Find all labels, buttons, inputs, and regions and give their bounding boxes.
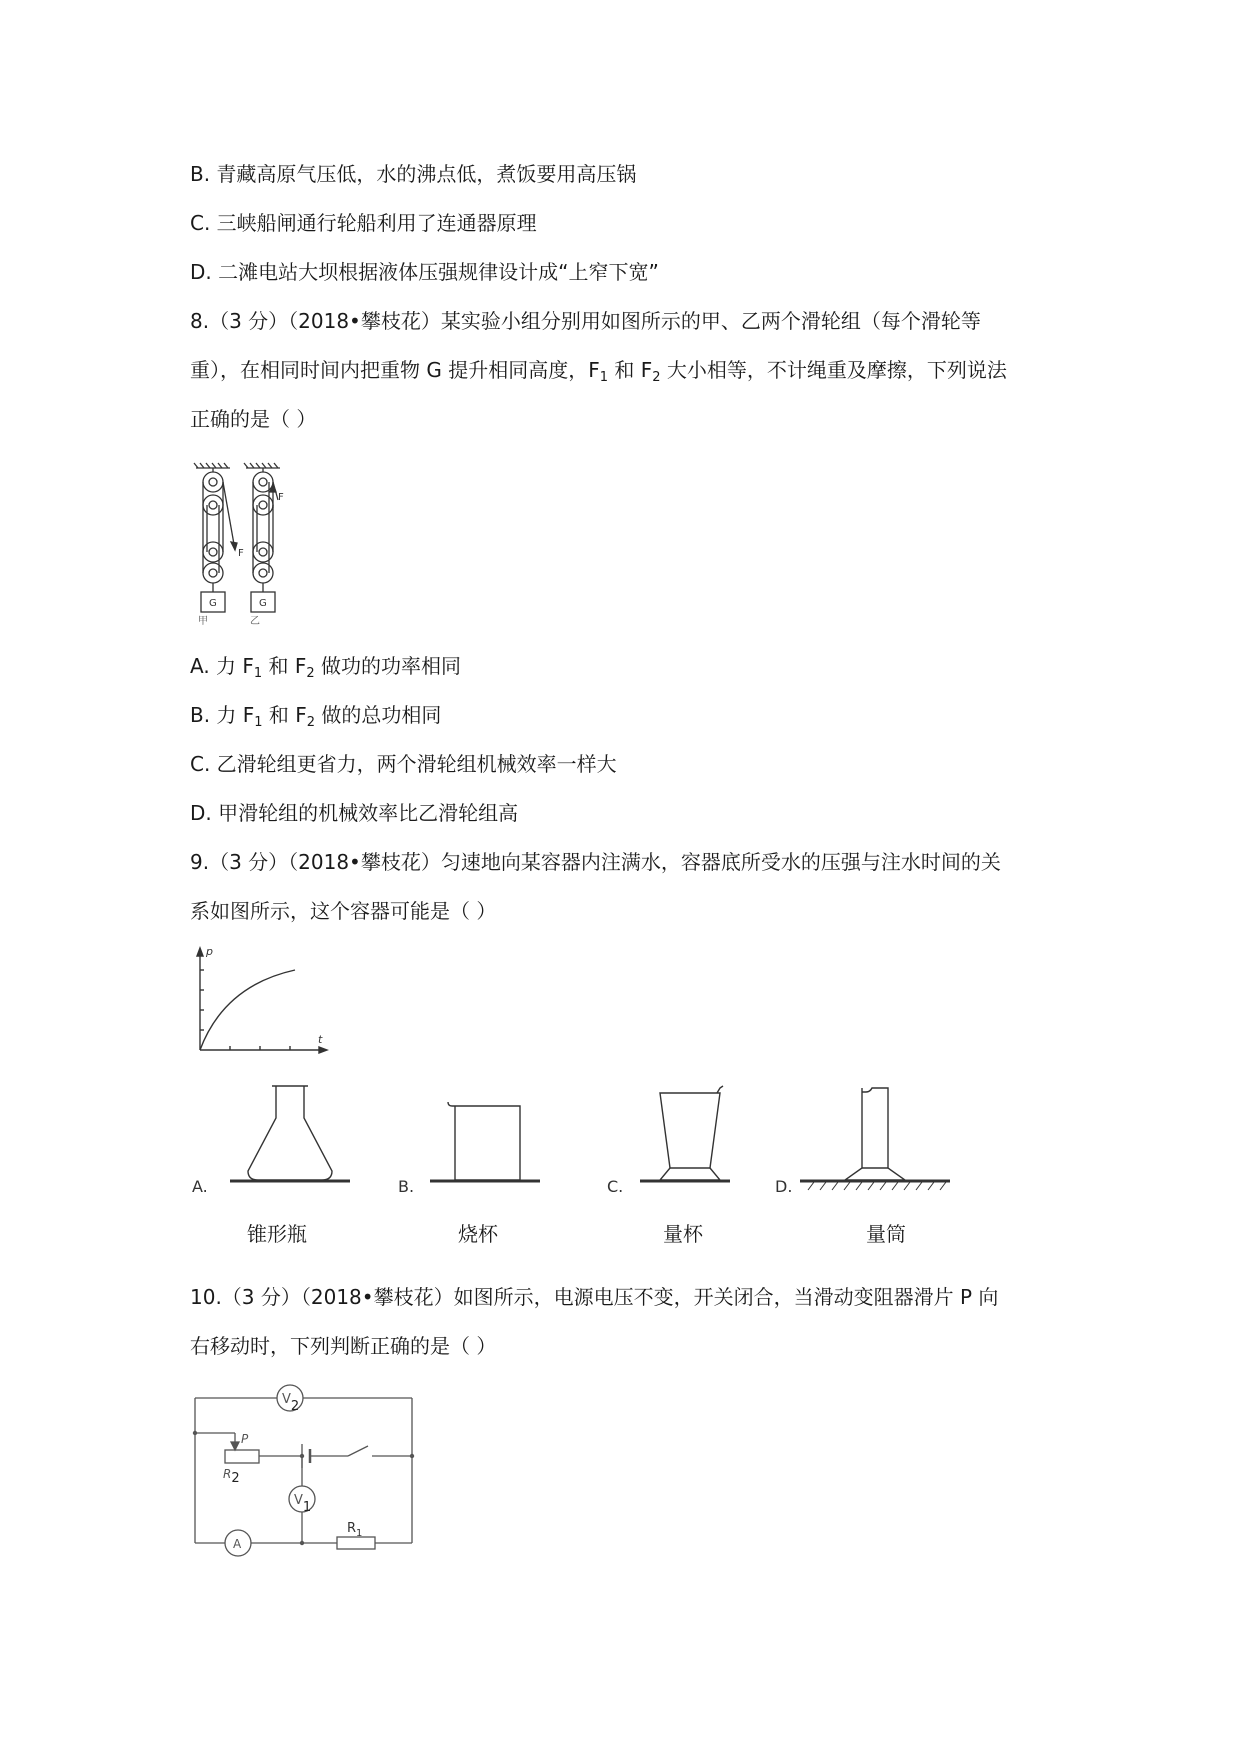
- containers-figure: [190, 1068, 960, 1208]
- container-c-name: 量杯: [663, 1222, 703, 1246]
- q7-option-d: D. 二滩电站大坝根据液体压强规律设计成“上窄下宽”: [190, 260, 659, 284]
- ammeter-label: A: [233, 1537, 242, 1551]
- q8-stem-line3: 正确的是（ ）: [190, 407, 317, 431]
- r2-label: R2: [223, 1467, 240, 1486]
- pulley-yi-weight-label: G: [259, 598, 267, 609]
- pulley-jia-weight-label: G: [209, 598, 217, 609]
- q7-option-c: C. 三峡船闸通行轮船利用了连通器原理: [190, 211, 537, 235]
- container-d-letter: D.: [775, 1177, 793, 1196]
- pulley-f1-label: F: [238, 548, 244, 559]
- pulley-f2-label: F: [278, 492, 284, 503]
- q8-stem-line1: 8.（3 分）（2018•攀枝花）某实验小组分别用如图所示的甲、乙两个滑轮组（每个滑轮等: [190, 309, 981, 333]
- container-d-name: 量筒: [866, 1222, 906, 1246]
- container-a-letter: A.: [192, 1177, 208, 1196]
- pressure-time-graph: [190, 945, 330, 1060]
- q8-option-d: D. 甲滑轮组的机械效率比乙滑轮组高: [190, 801, 519, 825]
- circuit-diagram: [190, 1378, 420, 1558]
- pulley-jia-caption: 甲: [198, 616, 208, 627]
- container-b-name: 烧杯: [458, 1222, 498, 1246]
- q8-option-a: A. 力 $F_1$ 和 $F_2$ 做功的功率相同: [190, 654, 462, 681]
- pulley-yi-caption: 乙: [250, 616, 260, 627]
- container-c-letter: C.: [607, 1177, 624, 1196]
- q8-stem-line2: 重），在相同时间内把重物 G 提升相同高度，$F_1$ 和 $F_2$ 大小相等，不计绳重及摩擦，下列说法: [190, 358, 1007, 385]
- r1-label: $R_1$: [347, 1521, 363, 1539]
- graph-x-label: t: [318, 1033, 323, 1046]
- pulley-figure: [188, 460, 338, 625]
- container-b-letter: B.: [398, 1177, 415, 1196]
- q10-stem-line1: 10.（3 分）（2018•攀枝花）如图所示，电源电压不变，开关闭合，当滑动变阻器滑片 P 向: [190, 1285, 999, 1309]
- v2-meter-label: V2: [282, 1392, 300, 1414]
- q8-option-c: C. 乙滑轮组更省力，两个滑轮组机械效率一样大: [190, 752, 617, 776]
- q7-option-b: B. 青藏高原气压低，水的沸点低，煮饭要用高压锅: [190, 162, 637, 186]
- q8-option-b: B. 力 $F_1$ 和 $F_2$ 做的总功相同: [190, 703, 442, 730]
- q9-stem-line1: 9.（3 分）（2018•攀枝花）匀速地向某容器内注满水，容器底所受水的压强与注水时间的关: [190, 850, 1001, 874]
- q9-stem-line2: 系如图所示，这个容器可能是（ ）: [190, 899, 497, 923]
- q10-stem-line2: 右移动时，下列判断正确的是（ ）: [190, 1334, 497, 1358]
- v1-meter-label: V1: [294, 1493, 312, 1515]
- container-a-name: 锥形瓶: [247, 1222, 307, 1246]
- slider-p-label: P: [241, 1432, 249, 1446]
- graph-y-label: p: [206, 945, 213, 958]
